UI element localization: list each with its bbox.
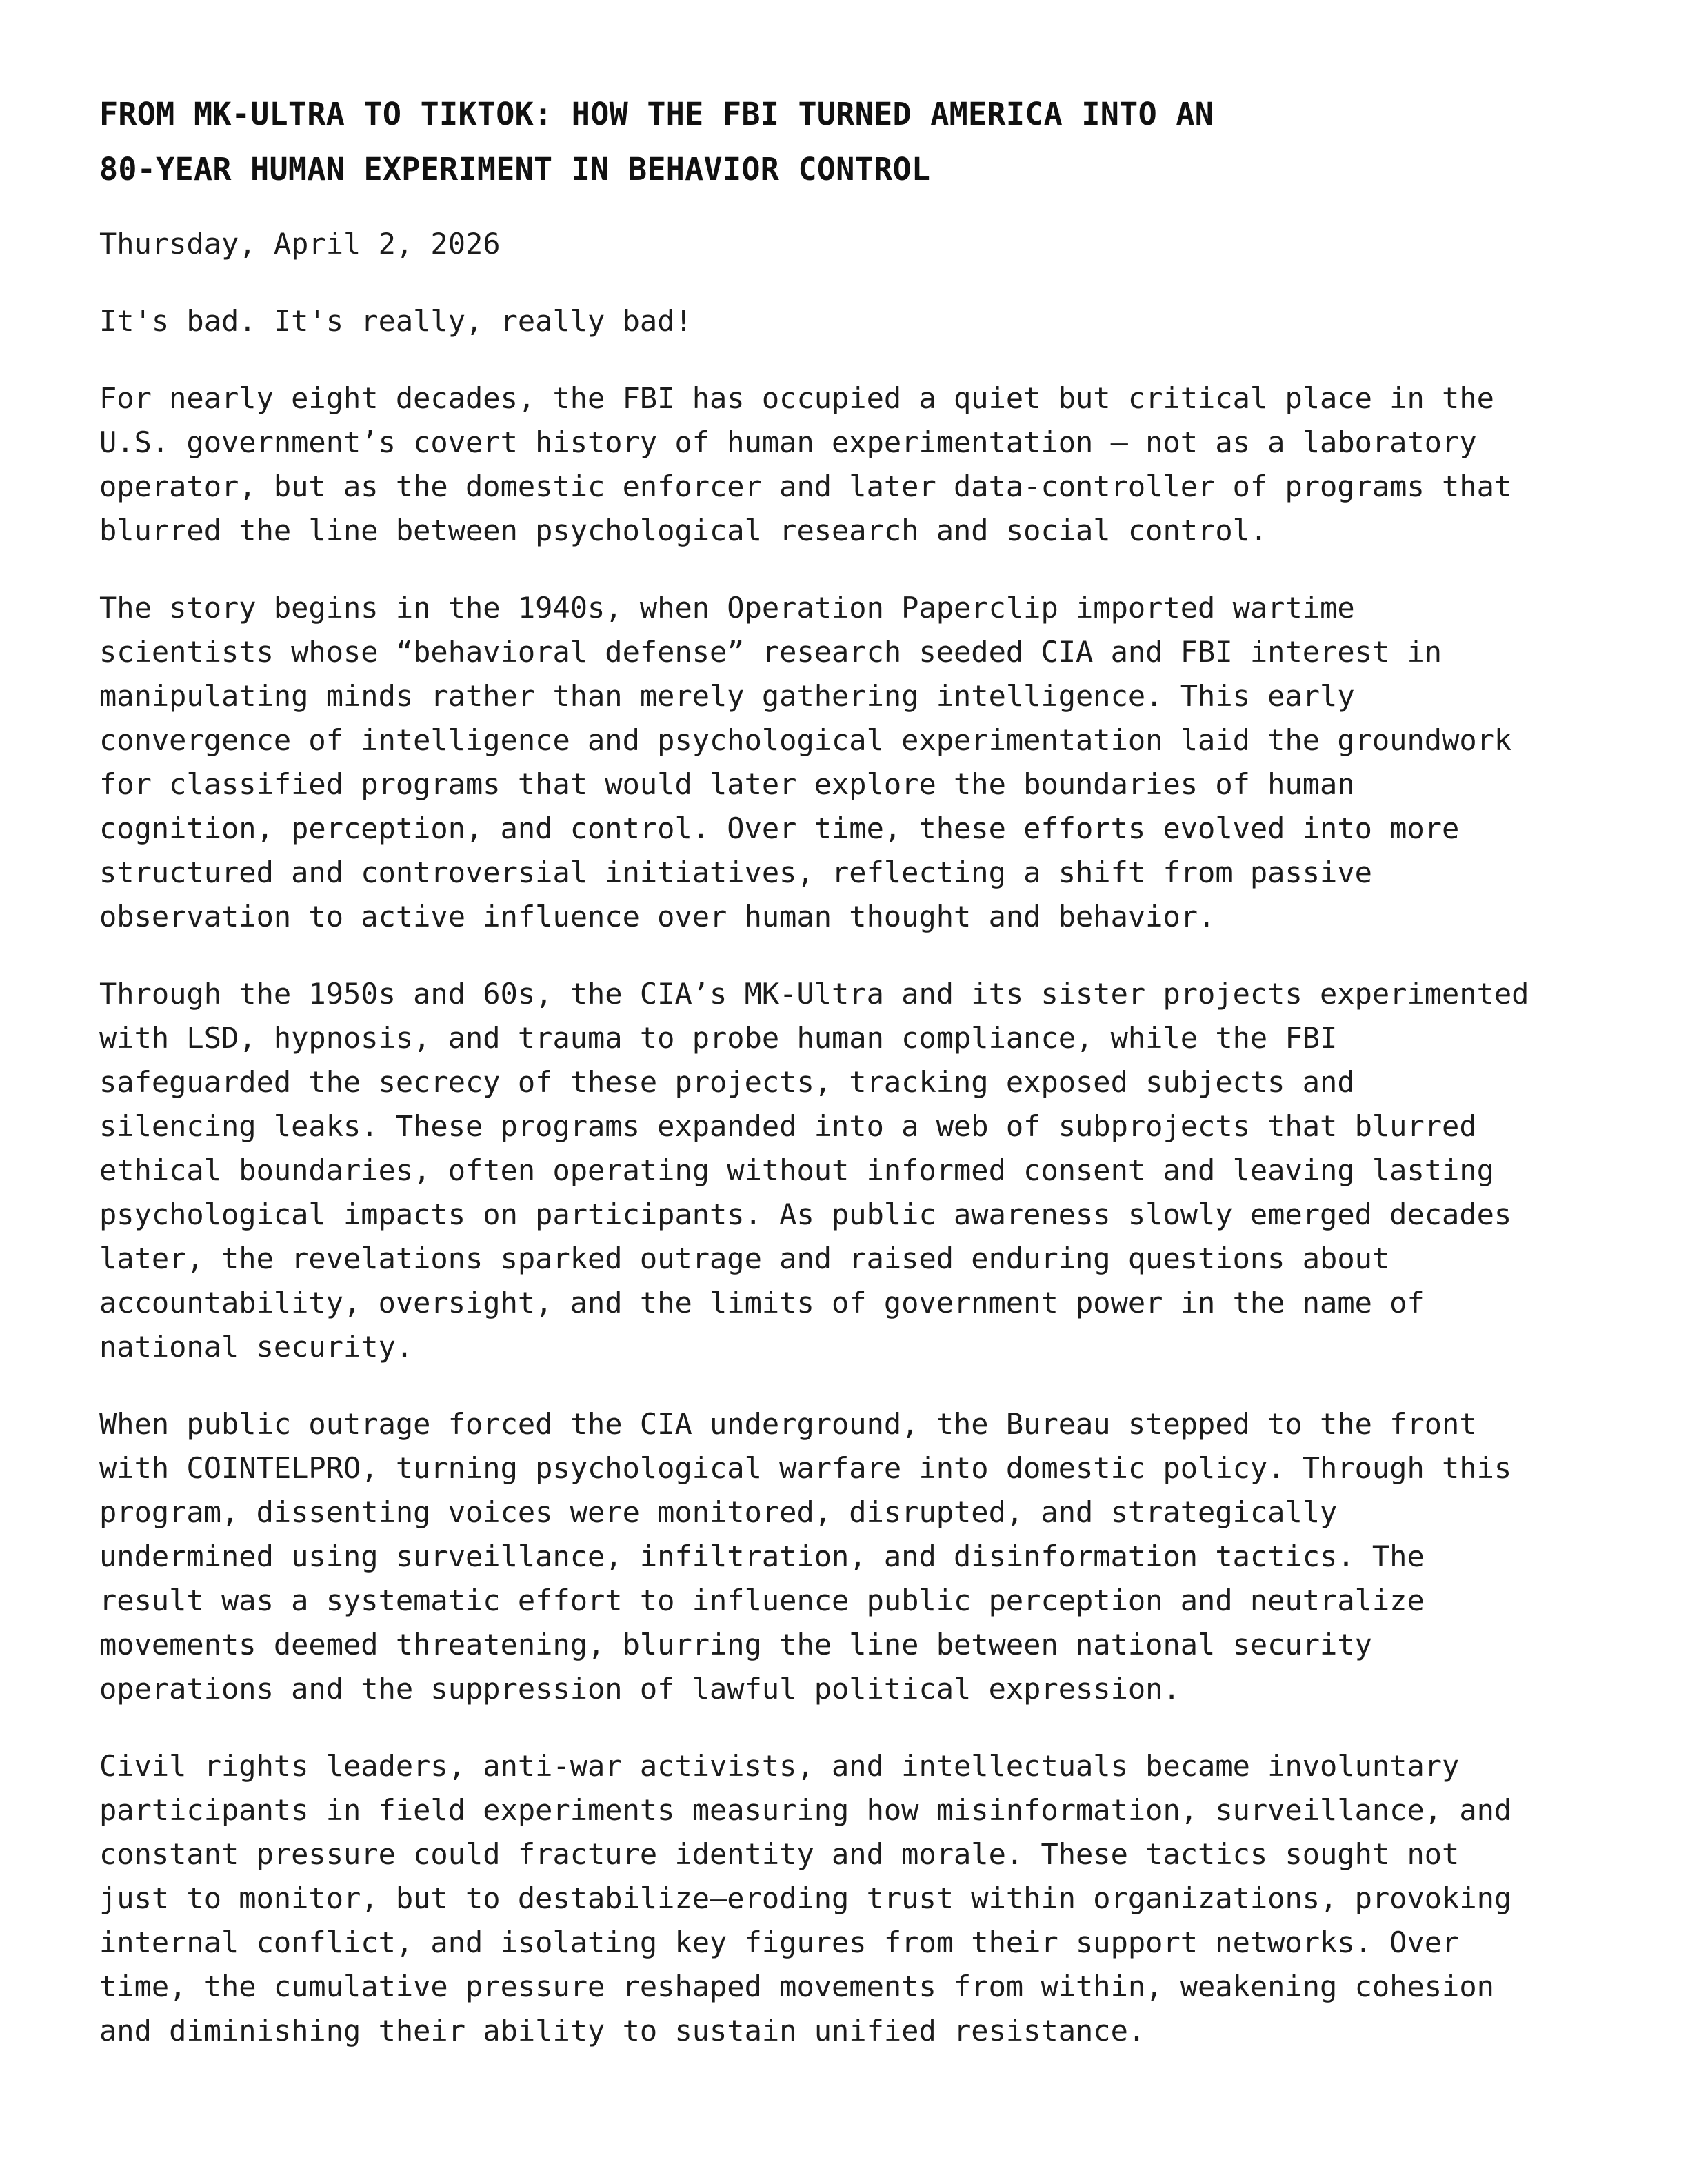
- body-paragraph-3: [99, 972, 1602, 1369]
- paragraph-line: just to monitor, but to destabilize—eroding trust within organizations, provoking: [99, 1881, 1512, 1915]
- headline-line: 80-YEAR HUMAN EXPERIMENT IN BEHAVIOR CONTROL: [99, 151, 931, 188]
- paragraph-line: cognition, perception, and control. Over time, these efforts evolved into more: [99, 811, 1460, 845]
- paragraph-line: and diminishing their ability to sustain unified resistance.: [99, 2014, 1146, 2048]
- paragraph-line: Through the 1950s and 60s, the CIA’s MK-Ultra and its sister projects experimented: [99, 977, 1529, 1011]
- paragraph-line: with COINTELPRO, turning psychological warfare into domestic policy. Through this: [99, 1451, 1512, 1485]
- paragraph-line: national security.: [99, 1330, 414, 1364]
- paragraph-line: undermined using surveillance, infiltration, and disinformation tactics. The: [99, 1539, 1425, 1573]
- paragraph-line: operator, but as the domestic enforcer and later data-controller of programs that: [99, 469, 1512, 503]
- paragraph-line: observation to active influence over human thought and behavior.: [99, 900, 1216, 933]
- paragraph-line: The story begins in the 1940s, when Operation Paperclip imported wartime: [99, 591, 1355, 625]
- paragraph-line: safeguarded the secrecy of these projects, tracking exposed subjects and: [99, 1065, 1355, 1099]
- paragraph-line: U.S. government’s covert history of human experimentation — not as a laboratory: [99, 425, 1477, 459]
- paragraph-line: psychological impacts on participants. As public awareness slowly emerged decades: [99, 1197, 1512, 1231]
- paragraph-line: ethical boundaries, often operating without informed consent and leaving lasting: [99, 1153, 1494, 1187]
- paragraph-line: For nearly eight decades, the FBI has occupied a quiet but critical place in the: [99, 381, 1494, 415]
- paragraph-line: structured and controversial initiatives, reflecting a shift from passive: [99, 856, 1372, 889]
- paragraph-line: blurred the line between psychological research and social control.: [99, 514, 1268, 547]
- paragraph-line: operations and the suppression of lawful political expression.: [99, 1672, 1180, 1706]
- paragraph-line: time, the cumulative pressure reshaped movements from within, weakening cohesion: [99, 1970, 1494, 2003]
- article-date: Thursday, April 2, 2026: [99, 227, 501, 261]
- paragraph-line: with LSD, hypnosis, and trauma to probe human compliance, while the FBI: [99, 1021, 1338, 1055]
- article-lede: It's bad. It's really, really bad!: [99, 304, 692, 338]
- body-paragraph-1: [99, 376, 1602, 553]
- paragraph-line: convergence of intelligence and psychological experimentation laid the groundwork: [99, 723, 1512, 757]
- paragraph-line: constant pressure could fracture identity and morale. These tactics sought not: [99, 1837, 1460, 1871]
- paragraph-line: manipulating minds rather than merely gathering intelligence. This early: [99, 679, 1355, 713]
- body-paragraph-5: [99, 1744, 1602, 2053]
- paragraph-line: program, dissenting voices were monitored, disrupted, and strategically: [99, 1495, 1338, 1529]
- paragraph-line: later, the revelations sparked outrage and raised enduring questions about: [99, 1242, 1390, 1275]
- paragraph-line: for classified programs that would later explore the boundaries of human: [99, 767, 1355, 801]
- paragraph-line: When public outrage forced the CIA underground, the Bureau stepped to the front: [99, 1407, 1477, 1441]
- body-paragraph-4: [99, 1402, 1602, 1711]
- body-paragraph-2: [99, 586, 1602, 939]
- paragraph-line: internal conflict, and isolating key figures from their support networks. Over: [99, 1925, 1460, 1959]
- article-headline: [99, 87, 1602, 197]
- paragraph-line: Civil rights leaders, anti-war activists, and intellectuals became involuntary: [99, 1749, 1460, 1783]
- headline-line: FROM MK-ULTRA TO TIKTOK: HOW THE FBI TURNED AMERICA INTO AN: [99, 96, 1214, 132]
- paragraph-line: accountability, oversight, and the limits of government power in the name of: [99, 1286, 1425, 1320]
- paragraph-line: silencing leaks. These programs expanded into a web of subprojects that blurred: [99, 1109, 1477, 1143]
- paragraph-line: scientists whose “behavioral defense” research seeded CIA and FBI interest in: [99, 635, 1443, 669]
- paragraph-line: movements deemed threatening, blurring the line between national security: [99, 1628, 1372, 1661]
- paragraph-line: participants in field experiments measuring how misinformation, surveillance, and: [99, 1793, 1512, 1827]
- paragraph-line: result was a systematic effort to influence public perception and neutralize: [99, 1584, 1425, 1617]
- document-page: [99, 87, 1602, 2053]
